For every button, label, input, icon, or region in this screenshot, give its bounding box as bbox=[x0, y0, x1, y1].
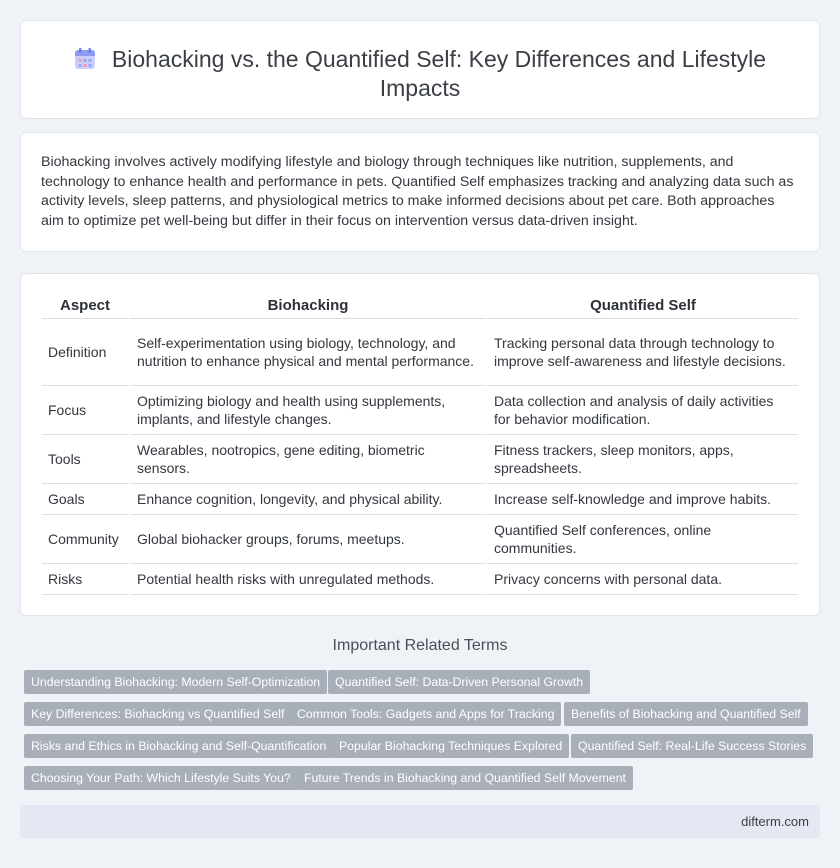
row-biohacking: Global biohacker groups, forums, meetups. bbox=[128, 515, 485, 564]
related-tag[interactable]: Key Differences: Biohacking vs Quantified Self bbox=[24, 702, 291, 726]
calendar-icon bbox=[74, 48, 96, 70]
row-quantified-self: Tracking personal data through technology to improve self-awareness and lifestyle decisions. bbox=[485, 319, 798, 386]
footer-bar bbox=[20, 805, 820, 838]
footer-site-link[interactable]: difterm.com bbox=[741, 814, 809, 829]
row-biohacking: Enhance cognition, longevity, and physical ability. bbox=[128, 484, 485, 515]
related-tag[interactable]: Popular Biohacking Techniques Explored bbox=[332, 734, 569, 758]
table-row bbox=[42, 484, 798, 515]
intro-card bbox=[20, 132, 820, 252]
related-tag[interactable]: Choosing Your Path: Which Lifestyle Suits You? bbox=[24, 766, 298, 790]
row-quantified-self: Increase self-knowledge and improve habits. bbox=[485, 484, 798, 515]
header-aspect: Aspect bbox=[42, 292, 128, 319]
comparison-card bbox=[20, 273, 820, 616]
table-row bbox=[42, 386, 798, 435]
row-quantified-self: Privacy concerns with personal data. bbox=[485, 564, 798, 595]
row-aspect: Risks bbox=[42, 564, 128, 595]
table-row bbox=[42, 515, 798, 564]
table-row bbox=[42, 564, 798, 595]
table-row bbox=[42, 319, 798, 386]
header-quantified-self: Quantified Self bbox=[485, 292, 798, 319]
row-aspect: Community bbox=[42, 515, 128, 564]
row-aspect: Focus bbox=[42, 386, 128, 435]
row-biohacking: Potential health risks with unregulated methods. bbox=[128, 564, 485, 595]
related-tag[interactable]: Common Tools: Gadgets and Apps for Tracking bbox=[290, 702, 561, 726]
intro-paragraph: Biohacking involves actively modifying lifestyle and biology through techniques like nutrition, supplements, and technology to enhance health and performance in pets. Quantified Self emphasizes tracking and analyzing data such as activity levels, sleep patterns, and physiological metrics to make informed decisions about pet care. Both approaches aim to optimize pet well-being but differ in their focus on intervention versus data-driven insight. bbox=[41, 154, 794, 229]
row-biohacking: Wearables, nootropics, gene editing, biometric sensors. bbox=[128, 435, 485, 484]
related-tag[interactable]: Benefits of Biohacking and Quantified Self bbox=[564, 702, 808, 726]
row-biohacking: Self-experimentation using biology, technology, and nutrition to enhance physical and mental performance. bbox=[128, 319, 485, 386]
row-quantified-self: Quantified Self conferences, online communities. bbox=[485, 515, 798, 564]
comparison-table bbox=[42, 292, 798, 595]
row-aspect: Tools bbox=[42, 435, 128, 484]
table-header-row bbox=[42, 292, 798, 319]
row-quantified-self: Fitness trackers, sleep monitors, apps, spreadsheets. bbox=[485, 435, 798, 484]
header-card bbox=[20, 20, 820, 119]
header-biohacking: Biohacking bbox=[128, 292, 485, 319]
row-aspect: Definition bbox=[42, 319, 128, 386]
related-tag[interactable]: Quantified Self: Real-Life Success Stories bbox=[571, 734, 813, 758]
related-tag[interactable]: Understanding Biohacking: Modern Self-Optimization bbox=[24, 670, 327, 694]
page-title-wrap bbox=[51, 45, 789, 103]
table-row bbox=[42, 435, 798, 484]
related-terms-title: Important Related Terms bbox=[332, 637, 508, 654]
row-quantified-self: Data collection and analysis of daily activities for behavior modification. bbox=[485, 386, 798, 435]
row-aspect: Goals bbox=[42, 484, 128, 515]
related-tag[interactable]: Risks and Ethics in Biohacking and Self-Quantification bbox=[24, 734, 333, 758]
related-tag[interactable]: Future Trends in Biohacking and Quantified Self Movement bbox=[297, 766, 633, 790]
page-title: Biohacking vs. the Quantified Self: Key Differences and Lifestyle Impacts bbox=[111, 46, 767, 101]
row-biohacking: Optimizing biology and health using supplements, implants, and lifestyle changes. bbox=[128, 386, 485, 435]
related-tag[interactable]: Quantified Self: Data-Driven Personal Growth bbox=[328, 670, 590, 694]
